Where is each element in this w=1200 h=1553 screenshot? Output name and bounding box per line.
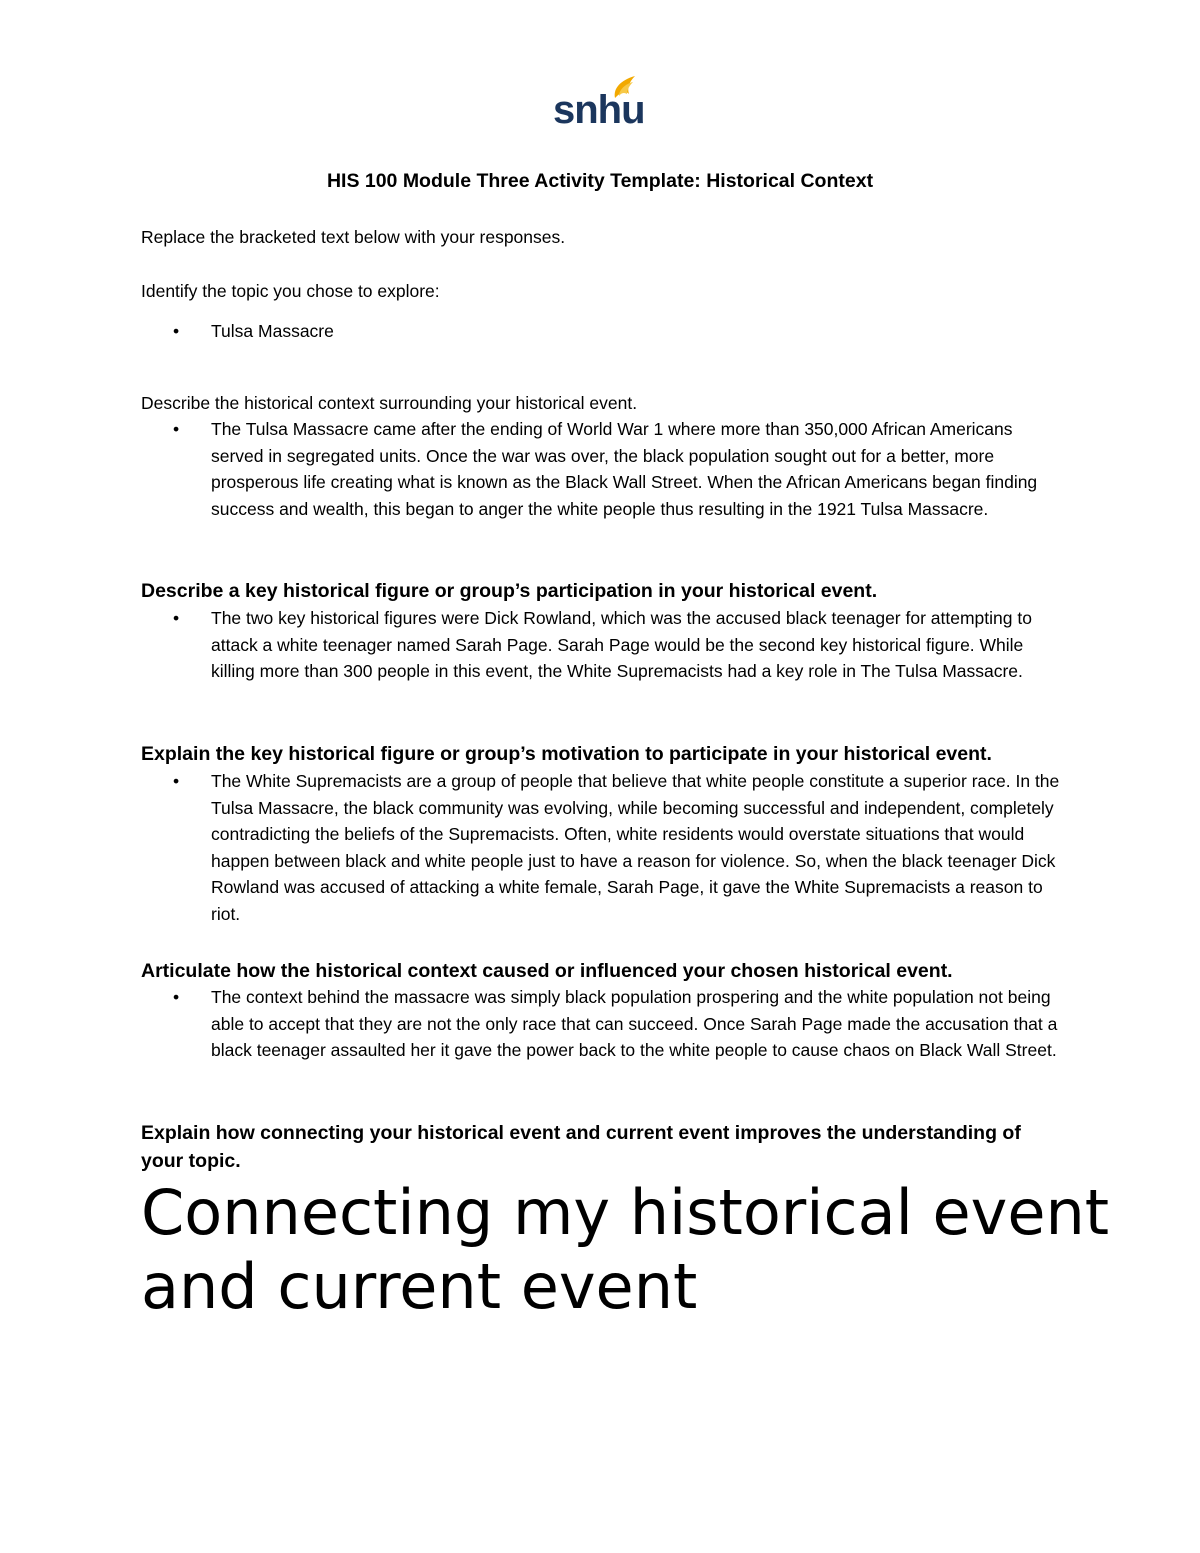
topic-prompt: Identify the topic you chose to explore: (141, 281, 440, 301)
bullet-icon: • (173, 321, 180, 341)
bullet-icon: • (173, 419, 180, 439)
section-heading-influence: Articulate how the historical context caused or influenced your chosen historical event. (141, 960, 953, 982)
list-item: • The two key historical figures were Dick Rowland, which was the accused black teenager for attempting to attack a white teenager named Sarah Page. Sarah Page would be the second key historical figure. While killing more than 300 people in this event, the White Supremacists had a key role in The Tulsa Massacre. (141, 605, 1061, 685)
section-heading-context: Describe the historical context surrounding your historical event. (141, 393, 638, 413)
list-item: • The context behind the massacre was simply black population prospering and the white population not being able to accept that they are not the only race that can succeed. Once Sarah Page made the accusation that a black teenager assaulted her it gave the power back to the white people to cause chaos on Black Wall Street. (141, 984, 1061, 1064)
instruction-text: Replace the bracketed text below with your responses. (141, 227, 566, 247)
list-item: • Tulsa Massacre (141, 318, 1061, 345)
logo-wordmark: snhu (553, 88, 645, 132)
list-item: • The White Supremacists are a group of people that believe that white people constitute a superior race. In the Tulsa Massacre, the black community was evolving, while becoming successful and independent, completely contradicting the beliefs of the Supremacists. Often, white residents would overstate situations that would happen between black and white people just to have a reason for violence. So, when the black teenager Dick Rowland was accused of attacking a white female, Sarah Page, it gave the White Supremacists a reason to riot. (141, 768, 1061, 928)
section-heading-connection: Explain how connecting your historical event and current event improves the understanding of your topic. (141, 1122, 1021, 1172)
context-list (141, 416, 1061, 522)
bullet-icon: • (173, 771, 180, 791)
large-response-text: Connecting my historical event and current event (141, 1176, 1110, 1323)
list-item: • The Tulsa Massacre came after the ending of World War 1 where more than 350,000 African Americans served in segregated units. Once the war was over, the black population sought out for a better, more prosperous life creating what is known as the Black Wall Street. When the African Americans began finding success and wealth, this began to anger the white people thus resulting in the 1921 Tulsa Massacre. (141, 416, 1061, 522)
motivation-list (141, 768, 1061, 928)
section-heading-figure: Describe a key historical figure or group’s participation in your historical event. (141, 580, 878, 602)
section-heading-motivation: Explain the key historical figure or group’s motivation to participate in your historical event. (141, 743, 992, 765)
document-title: HIS 100 Module Three Activity Template: Historical Context (326, 170, 874, 192)
topic-list (141, 318, 1061, 345)
influence-list (141, 984, 1061, 1064)
figure-list (141, 605, 1061, 685)
bullet-icon: • (173, 608, 180, 628)
bullet-icon: • (173, 987, 180, 1007)
snhu-logo (553, 72, 643, 134)
